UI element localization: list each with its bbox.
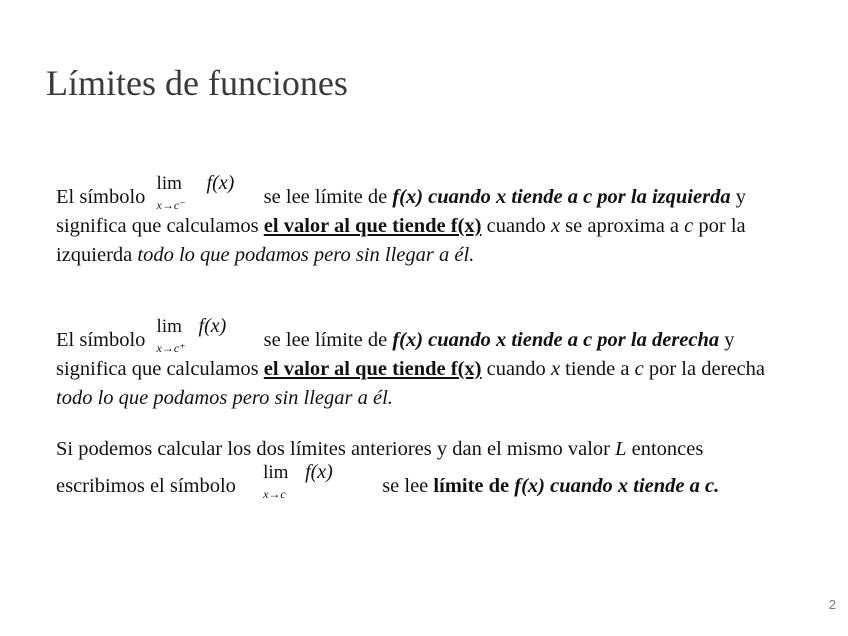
text: por la izquierda [56, 215, 746, 266]
text: se lee límite de [263, 186, 393, 208]
emphasis-text: f(x) cuando x tiende a c por la izquierda [392, 186, 731, 208]
lim-word: lim [156, 173, 182, 194]
emphasis-text: f(x) cuando x tiende a c por la derecha [392, 329, 720, 351]
text: se lee [382, 475, 434, 497]
underlined-bold-text: el valor al que tiende f(x) [263, 358, 482, 380]
underlined-bold-text: el valor al que tiende f(x) [263, 215, 482, 237]
var-x: x [550, 358, 561, 380]
lim-word: lim [156, 316, 182, 337]
page-number: 2 [828, 597, 836, 612]
lim-function: f(x) [305, 461, 333, 483]
italic-text: todo lo que podamos pero sin llegar a él. [56, 387, 393, 409]
text: El símbolo [56, 329, 146, 351]
left-limit-symbol [156, 172, 253, 212]
left-limit-paragraph [56, 172, 796, 270]
two-sided-limit-paragraph [56, 435, 796, 501]
text: cuando [481, 358, 551, 380]
lim-function: f(x) [206, 172, 235, 194]
text: por la derecha [643, 358, 765, 380]
emphasis-text: f(x) cuando x tiende a c. [514, 475, 720, 497]
var-c: c [684, 215, 694, 237]
lim-word: lim [263, 462, 289, 483]
bold-text: límite de [433, 475, 515, 497]
text: se aproxima a [560, 215, 685, 237]
text: se lee límite de [263, 329, 393, 351]
text: El símbolo [56, 186, 146, 208]
slide-title: Límites de funciones [46, 63, 348, 103]
lim-subscript: x→c⁺ [156, 341, 186, 355]
lim-subscript: x→c [263, 487, 286, 501]
italic-text: todo lo que podamos pero sin llegar a él. [137, 244, 475, 266]
text: y significa que calculamos [56, 329, 735, 380]
right-limit-paragraph [56, 315, 796, 413]
lim-subscript: x→c⁻ [156, 198, 186, 212]
text: entonces escribimos el símbolo [56, 438, 704, 497]
text: tiende a [560, 358, 635, 380]
var-x: x [550, 215, 561, 237]
text: cuando [481, 215, 551, 237]
text: Si podemos calcular los dos límites anteriores y dan el mismo valor [56, 438, 616, 460]
two-sided-limit-symbol [263, 461, 363, 501]
text: y significa que calculamos [56, 186, 746, 237]
right-limit-symbol [156, 315, 253, 355]
var-c: c [634, 358, 644, 380]
lim-function: f(x) [198, 315, 227, 337]
var-L: L [615, 438, 627, 460]
